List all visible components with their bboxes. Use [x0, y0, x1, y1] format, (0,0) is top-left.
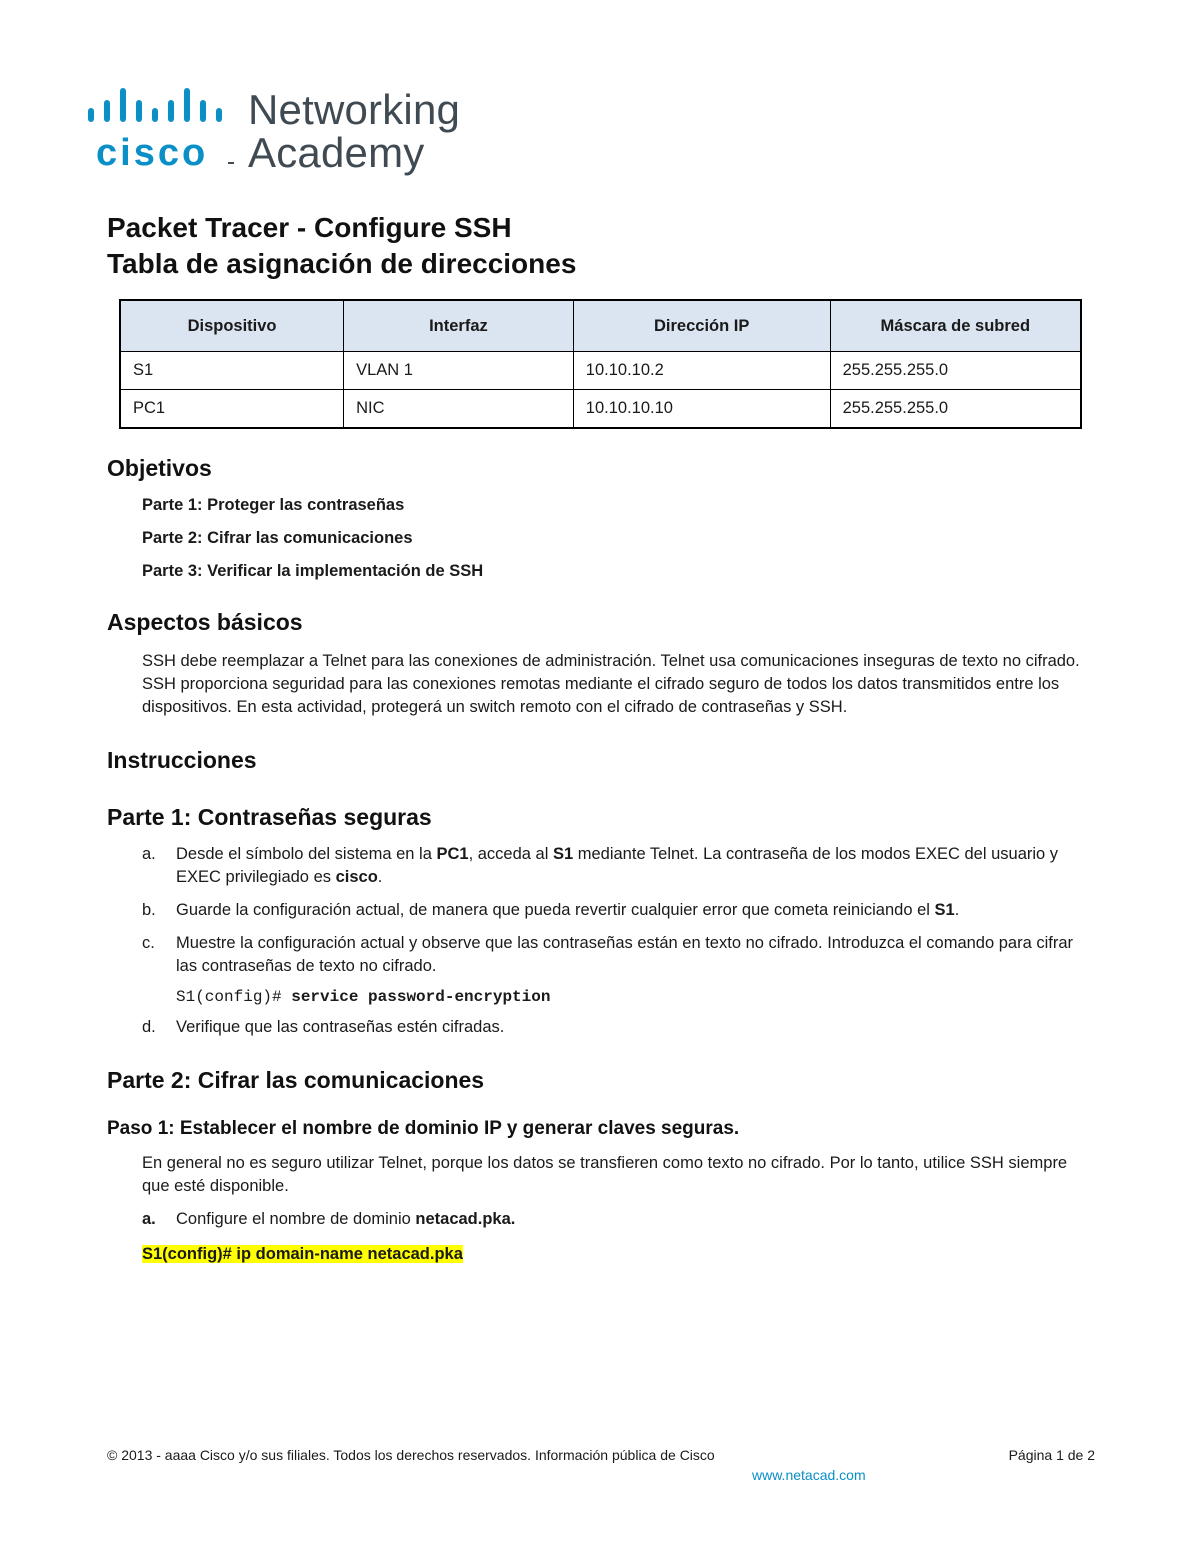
bold-term: netacad.pka.: [415, 1210, 516, 1228]
background-heading: Aspectos básicos: [107, 609, 303, 635]
table-header-cell: Dispositivo: [120, 300, 344, 352]
footer-page-number: Página 1 de 2: [1008, 1447, 1095, 1463]
table-row: [120, 352, 1081, 390]
table-cell: PC1: [120, 390, 344, 429]
list-item: [142, 1016, 1092, 1039]
table-heading: Tabla de asignación de direcciones: [107, 248, 577, 279]
footer-url-link[interactable]: www.netacad.com: [752, 1467, 866, 1483]
list-item: [142, 932, 1092, 978]
list-label: a.: [142, 845, 156, 863]
list-item: [142, 1208, 1092, 1231]
objectives-heading: Objetivos: [107, 455, 212, 481]
table-cell: 255.255.255.0: [830, 390, 1081, 429]
table-header-cell: Máscara de subred: [830, 300, 1081, 352]
list-text: Guarde la configuración actual, de manera que pueda revertir cualquier error que cometa reiniciando el: [176, 901, 935, 919]
objective-item: Parte 1: Proteger las contraseñas: [142, 496, 405, 514]
addressing-table: [119, 299, 1082, 429]
table-cell: 255.255.255.0: [830, 352, 1081, 390]
list-text: Muestre la configuración actual y observe que las contraseñas están en texto no cifrado. Introduzca el comando para cifrar las contraseñas de texto no cifrado.: [176, 934, 1074, 975]
list-text: Verifique que las contraseñas estén cifradas.: [176, 1018, 505, 1036]
background-paragraph: SSH debe reemplazar a Telnet para las conexiones de administración. Telnet usa comunicaciones inseguras de texto no cifrado. SSH proporciona seguridad para las conexiones remotas mediante el cifrado seguro de todos los datos transmitidos entre los dispositivos. En esta actividad, protegerá un switch remoto con el cifrado de contraseñas y SSH.: [142, 652, 1080, 716]
list-item: [142, 843, 1092, 889]
list-text: Configure el nombre de dominio: [176, 1210, 416, 1228]
table-cell: S1: [120, 352, 344, 390]
bold-term: S1: [552, 845, 574, 863]
table-cell: 10.10.10.2: [573, 352, 830, 390]
instructions-heading: Instrucciones: [107, 747, 257, 773]
list-text: mediante Telnet. La contraseña de los modos EXEC del usuario y EXEC privilegiado es: [176, 845, 1059, 886]
logo-networking: Networking: [248, 86, 461, 133]
table-cell: NIC: [344, 390, 574, 429]
list-text: , acceda al: [468, 845, 553, 863]
cisco-bars-icon: [82, 82, 242, 130]
command-text: service password-encryption: [291, 988, 551, 1006]
list-text: Desde el símbolo del sistema en la: [176, 845, 437, 863]
list-label: c.: [142, 934, 155, 952]
list-label: d.: [142, 1018, 156, 1036]
table-header-cell: Dirección IP: [573, 300, 830, 352]
command-prompt: S1(config)#: [176, 988, 292, 1006]
part2-heading: Parte 2: Cifrar las comunicaciones: [107, 1067, 485, 1093]
bold-term: S1: [934, 901, 955, 919]
table-row: [120, 390, 1081, 429]
list-label: b.: [142, 901, 156, 919]
list-item: [142, 899, 1092, 922]
bold-term: PC1: [436, 845, 469, 863]
table-cell: VLAN 1: [344, 352, 574, 390]
table-header-cell: Interfaz: [344, 300, 574, 352]
highlighted-command: S1(config)# ip domain-name netacad.pka: [142, 1245, 463, 1263]
footer-copyright: © 2013 - aaaa Cisco y/o sus filiales. Todos los derechos reservados. Información pública de Cisco: [107, 1447, 715, 1463]
table-header-row: [120, 300, 1081, 352]
step1-paragraph: En general no es seguro utilizar Telnet, porque los datos se transfieren como texto no cifrado. Por lo tanto, utilice SSH siempre que esté disponible.: [142, 1154, 1068, 1195]
objective-item: Parte 2: Cifrar las comunicaciones: [142, 529, 413, 547]
objective-item: Parte 3: Verificar la implementación de SSH: [142, 562, 484, 580]
document-title: Packet Tracer - Configure SSH: [107, 212, 512, 243]
table-cell: 10.10.10.10: [573, 390, 830, 429]
document-body: [107, 210, 1092, 1264]
list-label: a.: [142, 1210, 156, 1228]
cisco-trademark-dot: [228, 162, 234, 164]
logo-academy: Academy: [248, 129, 425, 176]
cisco-wordmark: cisco: [96, 132, 209, 174]
cisco-networking-academy-logo: [82, 82, 482, 182]
highlighted-answer: [142, 1245, 1092, 1264]
list-text: .: [954, 901, 960, 919]
list-text: .: [377, 868, 383, 886]
bold-term: cisco: [335, 868, 378, 886]
part1-heading: Parte 1: Contraseñas seguras: [107, 804, 432, 830]
command-line: [176, 988, 1092, 1006]
step1-heading: Paso 1: Establecer el nombre de dominio IP y generar claves seguras.: [107, 1118, 740, 1139]
